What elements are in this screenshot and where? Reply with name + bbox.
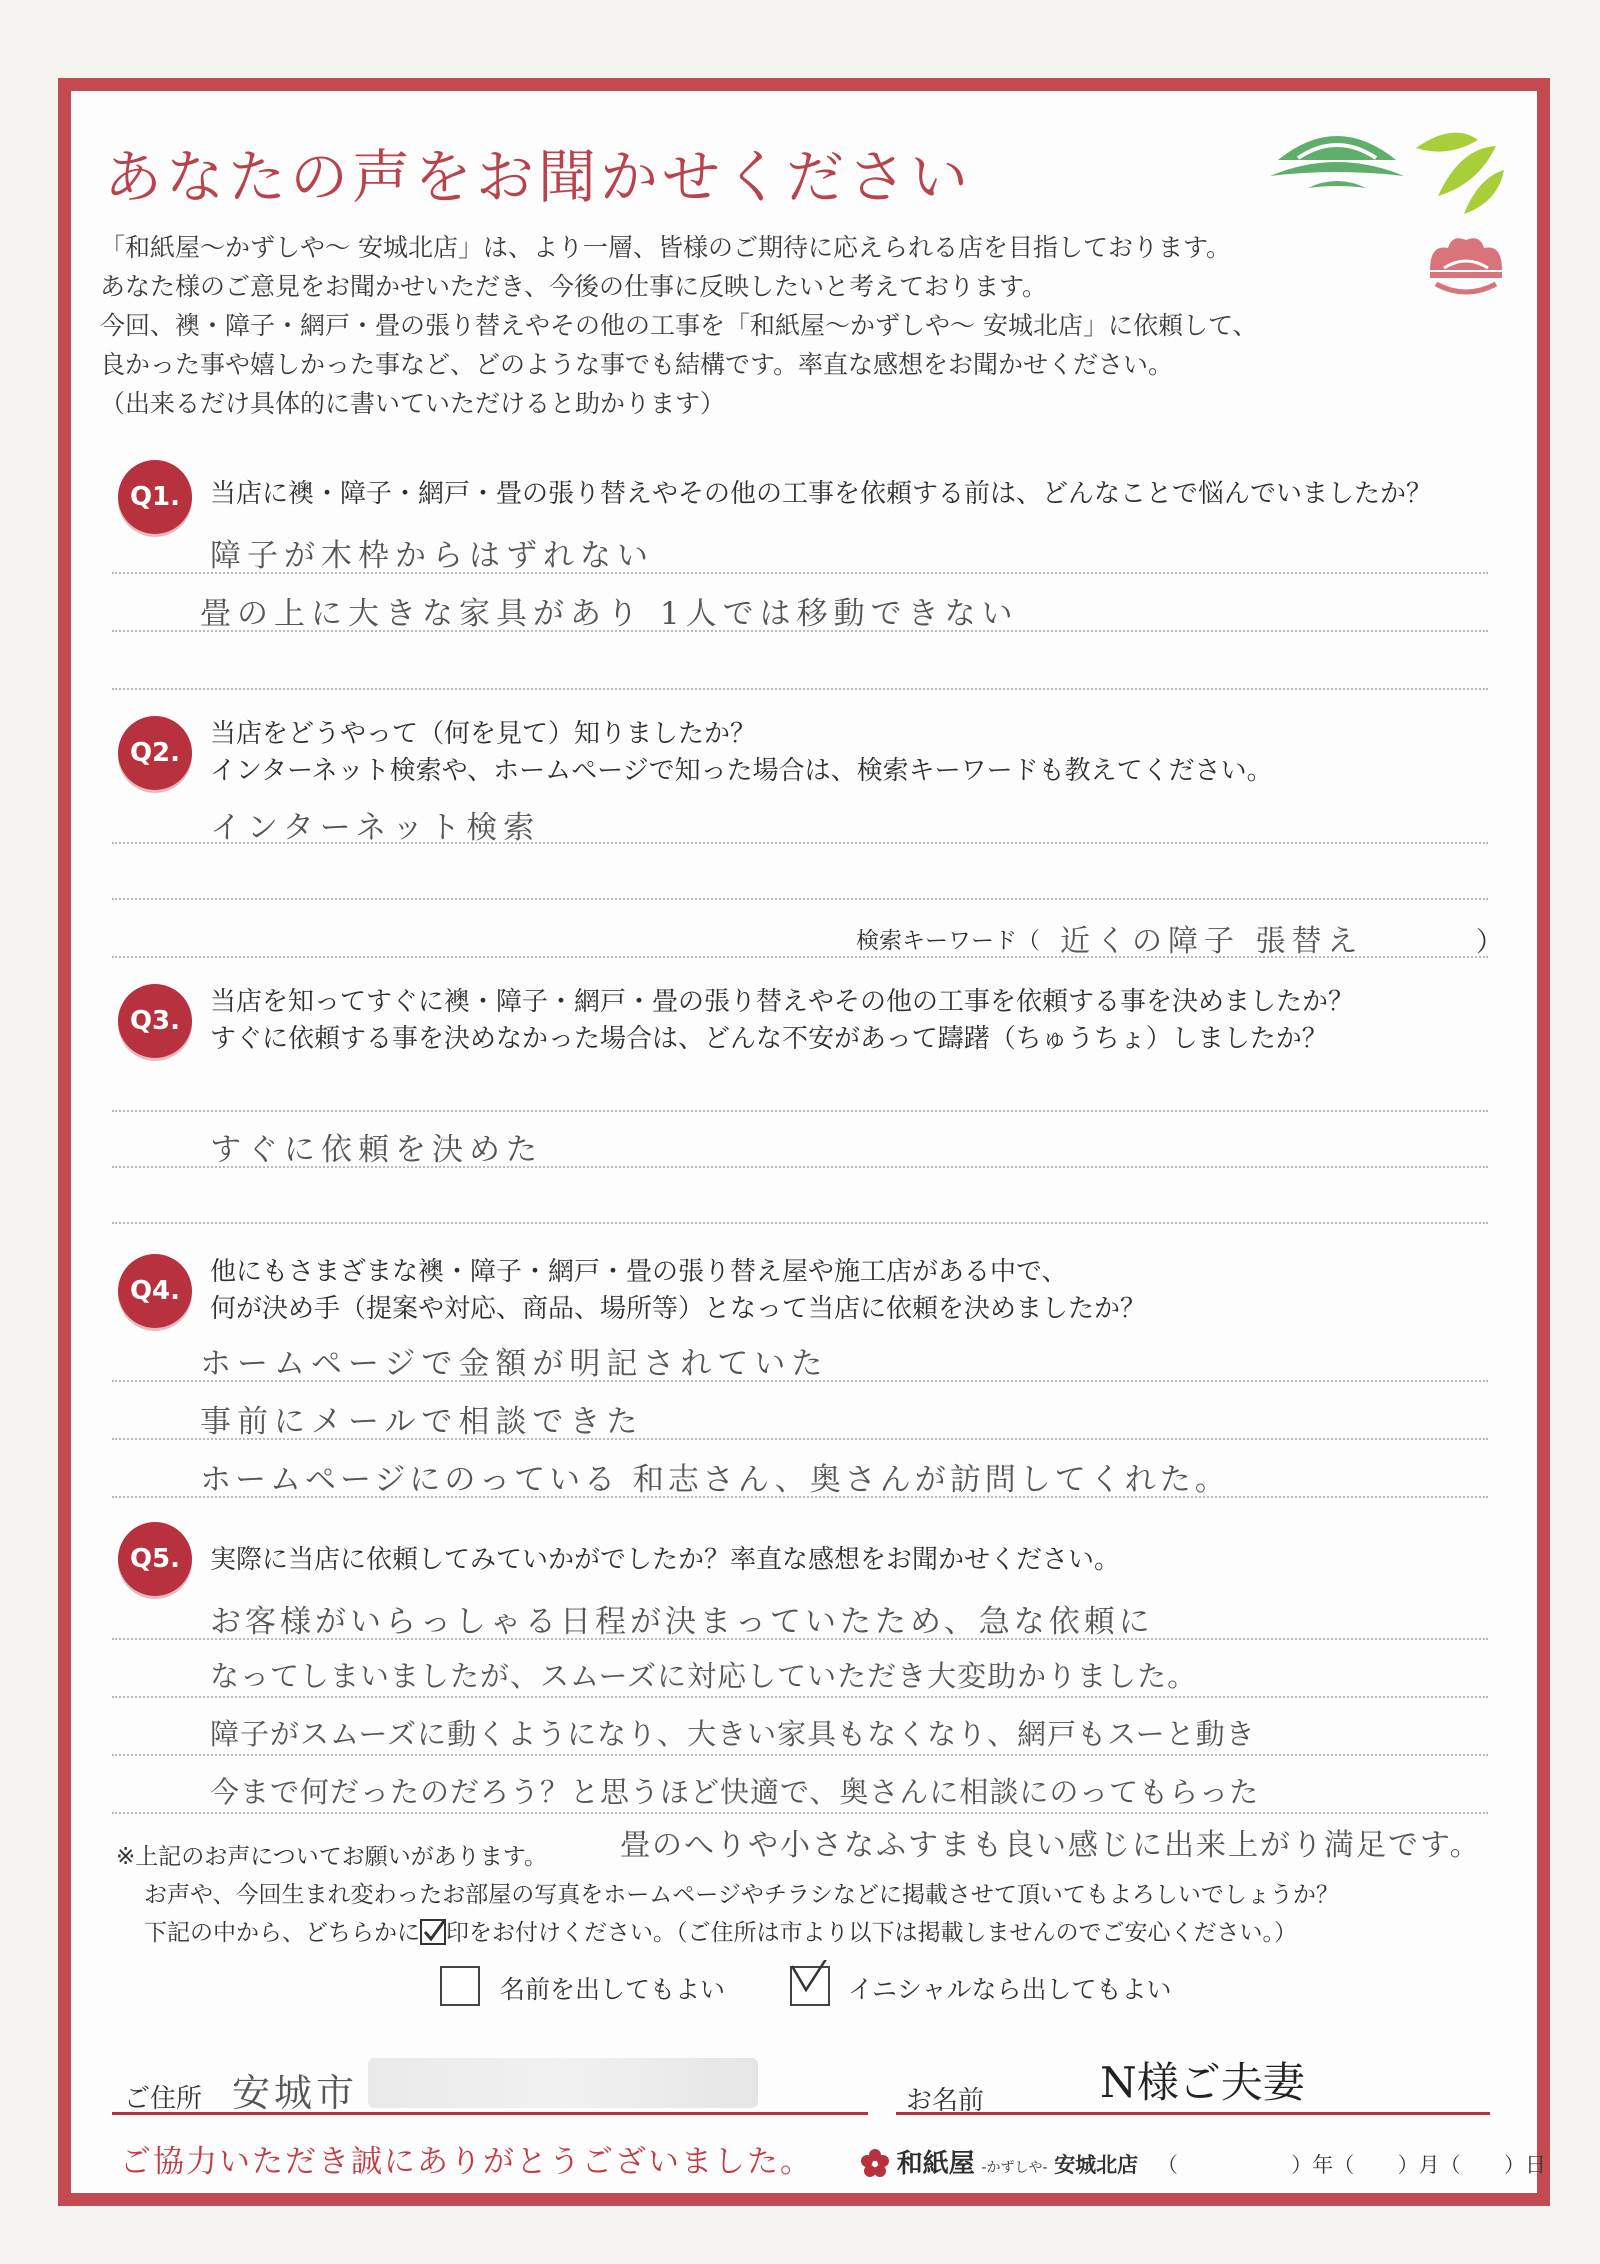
name-label: お名前 [906, 2086, 985, 2116]
notice-line: お声や、今回生まれ変わったお部屋の写真をホームページやチラシなどに掲載させて頂いてもよろしいでしょうか？ [144, 1882, 1339, 1908]
answer-ruled-line [112, 956, 1488, 958]
shop-name: 安城北店 [1054, 2152, 1139, 2177]
q2-answer-line: インターネット検索 [210, 810, 541, 846]
pine-decoration-icon [1268, 118, 1406, 198]
address-underline [112, 2112, 868, 2115]
intro-text [100, 228, 1257, 423]
answer-ruled-line [112, 1166, 1488, 1168]
brand-sub: -かずしや- [981, 2160, 1048, 2176]
option-name-checkbox[interactable] [440, 1966, 480, 2006]
flower-logo-icon [860, 2148, 890, 2178]
intro-line: 「和紙屋〜かずしや〜 安城北店」は、より一層、皆様のご期待に応えられる店を目指しております。 [100, 233, 1231, 262]
answer-ruled-line [112, 1638, 1488, 1640]
search-keyword-label: 検索キーワード（ [856, 928, 1040, 954]
answer-ruled-line [112, 572, 1488, 574]
check-mark-icon [788, 1960, 828, 2000]
intro-line: あなた様のご意見をお聞かせいただき、今後の仕事に反映したいと考えております。 [100, 272, 1048, 301]
answer-ruled-line [112, 1222, 1488, 1224]
q1-question: 当店に襖・障子・網戸・畳の張り替えやその他の工事を依頼する前は、どんなことで悩んでいましたか？ [210, 479, 1433, 509]
thanks-message: ご協力いただき誠にありがとうございました。 [120, 2144, 813, 2180]
search-keyword-value: 近くの障子 張替え [1060, 924, 1364, 959]
q4-question: 他にもさまざまな襖・障子・網戸・畳の張り替え屋や施工店がある中で、 [210, 1257, 1068, 1287]
intro-line: （出来るだけ具体的に書いていただけると助かります） [100, 389, 726, 418]
answer-ruled-line [112, 1696, 1488, 1698]
search-keyword-close: ） [1476, 927, 1503, 958]
q4-answer-line: 事前にメールで相談できた [200, 1404, 644, 1440]
answer-ruled-line [112, 688, 1488, 690]
q1-answer-line: 畳の上に大きな家具があり 1人では移動できない [200, 596, 1019, 632]
q4-badge: Q4. [118, 1254, 192, 1328]
date-day: ）日 [1504, 2153, 1546, 2177]
q5-answer-line: お客様がいらっしゃる日程が決まっていたため、急な依頼に [210, 1604, 1154, 1640]
date-month: ）月（ [1397, 2153, 1461, 2177]
notice-line-post: 印をお付けください。（ご住所は市より以下は掲載しませんのでご安心ください。） [446, 1920, 1297, 1946]
q5-answer-line: 畳のへりや小さなふすまも良い感じに出来上がり満足です。 [620, 1828, 1482, 1863]
answer-ruled-line [112, 1496, 1488, 1498]
answer-ruled-line [112, 1438, 1488, 1440]
answer-ruled-line [112, 1812, 1488, 1814]
q4-question: 何が決め手（提案や対応、商品、場所等）となって当店に依頼を決めましたか？ [210, 1294, 1147, 1324]
q5-answer-line: 障子がスムーズに動くようになり、大きい家具もなくなり、網戸もスーと動き [210, 1717, 1256, 1751]
q3-badge: Q3. [118, 984, 192, 1058]
name-underline [896, 2112, 1490, 2115]
date-year: ）年（ [1291, 2153, 1355, 2177]
answer-ruled-line [112, 842, 1488, 844]
name-value: N様ご夫妻 [1100, 2058, 1305, 2107]
bamboo-leaves-icon [1408, 118, 1508, 218]
page-title: あなたの声をお聞かせください [104, 143, 973, 211]
q5-question: 実際に当店に依頼してみていかがでしたか？率直な感想をお聞かせください。 [210, 1545, 1121, 1575]
answer-ruled-line [112, 1380, 1488, 1382]
footer [860, 2143, 1546, 2180]
address-label: ご住所 [124, 2084, 203, 2114]
redacted-address [368, 2058, 758, 2108]
option-initial-label: イニシャルなら出してもよい [848, 1975, 1172, 2004]
answer-ruled-line [112, 1110, 1488, 1112]
brand-name: 和紙屋 [896, 2149, 975, 2179]
q5-badge: Q5. [118, 1522, 192, 1596]
option-name-label: 名前を出してもよい [500, 1975, 726, 2004]
answer-ruled-line [112, 630, 1488, 632]
address-value: 安城市 [232, 2071, 359, 2115]
intro-line: 良かった事や嬉しかった事など、どのような事でも結構です。率直な感想をお聞かせください。 [100, 350, 1174, 379]
q2-question: 当店をどうやって（何を見て）知りましたか？ [210, 719, 757, 749]
q2-question: インターネット検索や、ホームページで知った場合は、検索キーワードも教えてください。 [210, 756, 1273, 786]
q3-question: 当店を知ってすぐに襖・障子・網戸・畳の張り替えやその他の工事を依頼する事を決めましたか？ [210, 987, 1355, 1017]
q4-answer-line: ホームページにのっている 和志さん、奥さんが訪問してくれた。 [200, 1462, 1230, 1498]
intro-line: 今回、襖・障子・網戸・畳の張り替えやその他の工事を「和紙屋〜かずしや〜 安城北店」に依頼して、 [100, 311, 1258, 340]
notice-line [144, 1914, 1297, 1947]
q1-badge: Q1. [118, 460, 192, 534]
notice-heading: ※上記のお声についてお願いがあります。 [116, 1844, 547, 1870]
answer-ruled-line [112, 1754, 1488, 1756]
q3-answer-line: すぐに依頼を決めた [210, 1132, 543, 1168]
q5-answer-line: なってしまいましたが、スムーズに対応していただき大変助かりました。 [210, 1659, 1198, 1693]
q5-answer-line: 今まで何だったのだろう？と思うほど快適で、奥さんに相談にのってもらった [210, 1775, 1260, 1809]
q1-answer-line: 障子が木枠からはずれない [210, 538, 654, 574]
q4-answer-line: ホームページで金額が明記されていた [200, 1346, 829, 1382]
q3-question: すぐに依頼する事を決めなかった場合は、どんな不安があって躊躇（ちゅうちょ）しましたか？ [210, 1024, 1328, 1054]
date-open: （ [1156, 2153, 1178, 2177]
checkbox-check-icon [420, 1919, 446, 1945]
plum-blossom-icon [1426, 230, 1506, 302]
notice-line-pre: 下記の中から、どちらかに [144, 1920, 420, 1946]
option-initial-checkbox[interactable] [790, 1966, 830, 2006]
answer-ruled-line [112, 898, 1488, 900]
q2-badge: Q2. [118, 716, 192, 790]
